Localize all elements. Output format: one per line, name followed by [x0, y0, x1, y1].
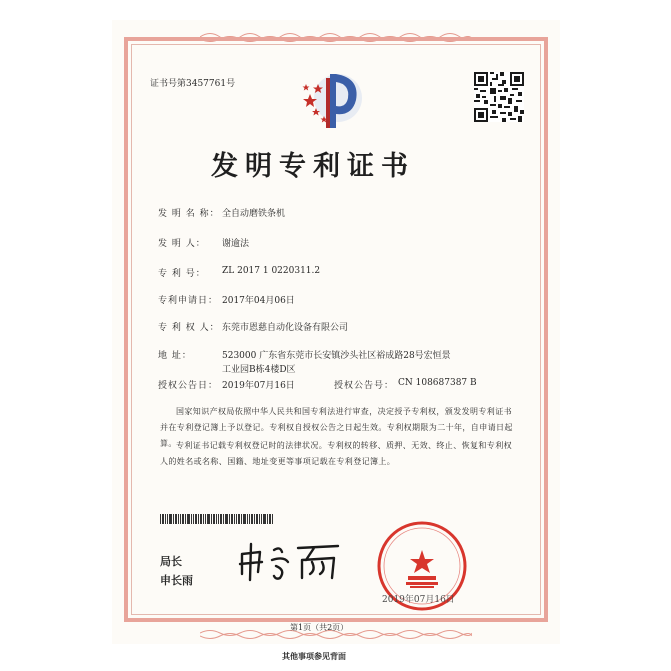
footer-note: 其他事项参见背面 [282, 651, 346, 661]
page-indicator: 第1页（共2页） [290, 623, 349, 632]
signer-title: 局长 [160, 555, 182, 568]
seal-date: 2019年07月16日 [382, 595, 455, 605]
patent-number-value: ZL 2017 1 0220311.2 [222, 266, 321, 276]
address-line-2: 工业园B栋4楼D区 [222, 365, 296, 375]
handwritten-signature [236, 540, 346, 582]
grant-number-value: CN 108687387 B [398, 378, 477, 388]
invention-name-label: 发 明 名 称： [158, 209, 220, 219]
inventor-value: 谢逾法 [222, 239, 250, 249]
grant-number-label: 授权公告号： [334, 381, 395, 391]
qr-code [474, 72, 524, 122]
filing-date-value: 2017年04月06日 [222, 296, 295, 306]
address-label: 地 址： [158, 351, 192, 361]
patent-number-label: 专 利 号： [158, 269, 206, 279]
certificate-title: 发明专利证书 [211, 151, 415, 182]
invention-name-value: 全自动磨铁条机 [222, 209, 286, 219]
grant-date-value: 2019年07月16日 [222, 381, 295, 391]
grant-statement-paragraph: 国家知识产权局依照中华人民共和国专利法进行审查，决定授予专利权，颁发发明专利证书并在专利登记簿上予以登记。专利权自授权公告之日起生效。专利权期限为二十年，自申请日起算。 [160, 407, 513, 448]
signer-name: 申长雨 [160, 574, 193, 587]
certificate-number: 证书号第3457761号 [150, 79, 236, 89]
cnipa-logo-icon [296, 64, 374, 134]
inventor-label: 发 明 人： [158, 239, 206, 249]
patentee-value: 东莞市恩慈自动化设备有限公司 [222, 323, 349, 333]
barcode [160, 514, 274, 524]
filing-date-label: 专利申请日： [158, 296, 219, 306]
address-line-1: 523000 广东省东莞市长安镇沙头社区裕成路28号宏恒景 [222, 351, 451, 361]
legal-status-paragraph: 专利证书记载专利权登记时的法律状况。专利权的转移、质押、无效、终止、恢复和专利权人的姓名或名称、国籍、地址变更等事项记载在专利登记簿上。 [160, 441, 512, 466]
grant-date-label: 授权公告日： [158, 381, 219, 391]
patentee-label: 专 利 权 人： [158, 323, 220, 333]
